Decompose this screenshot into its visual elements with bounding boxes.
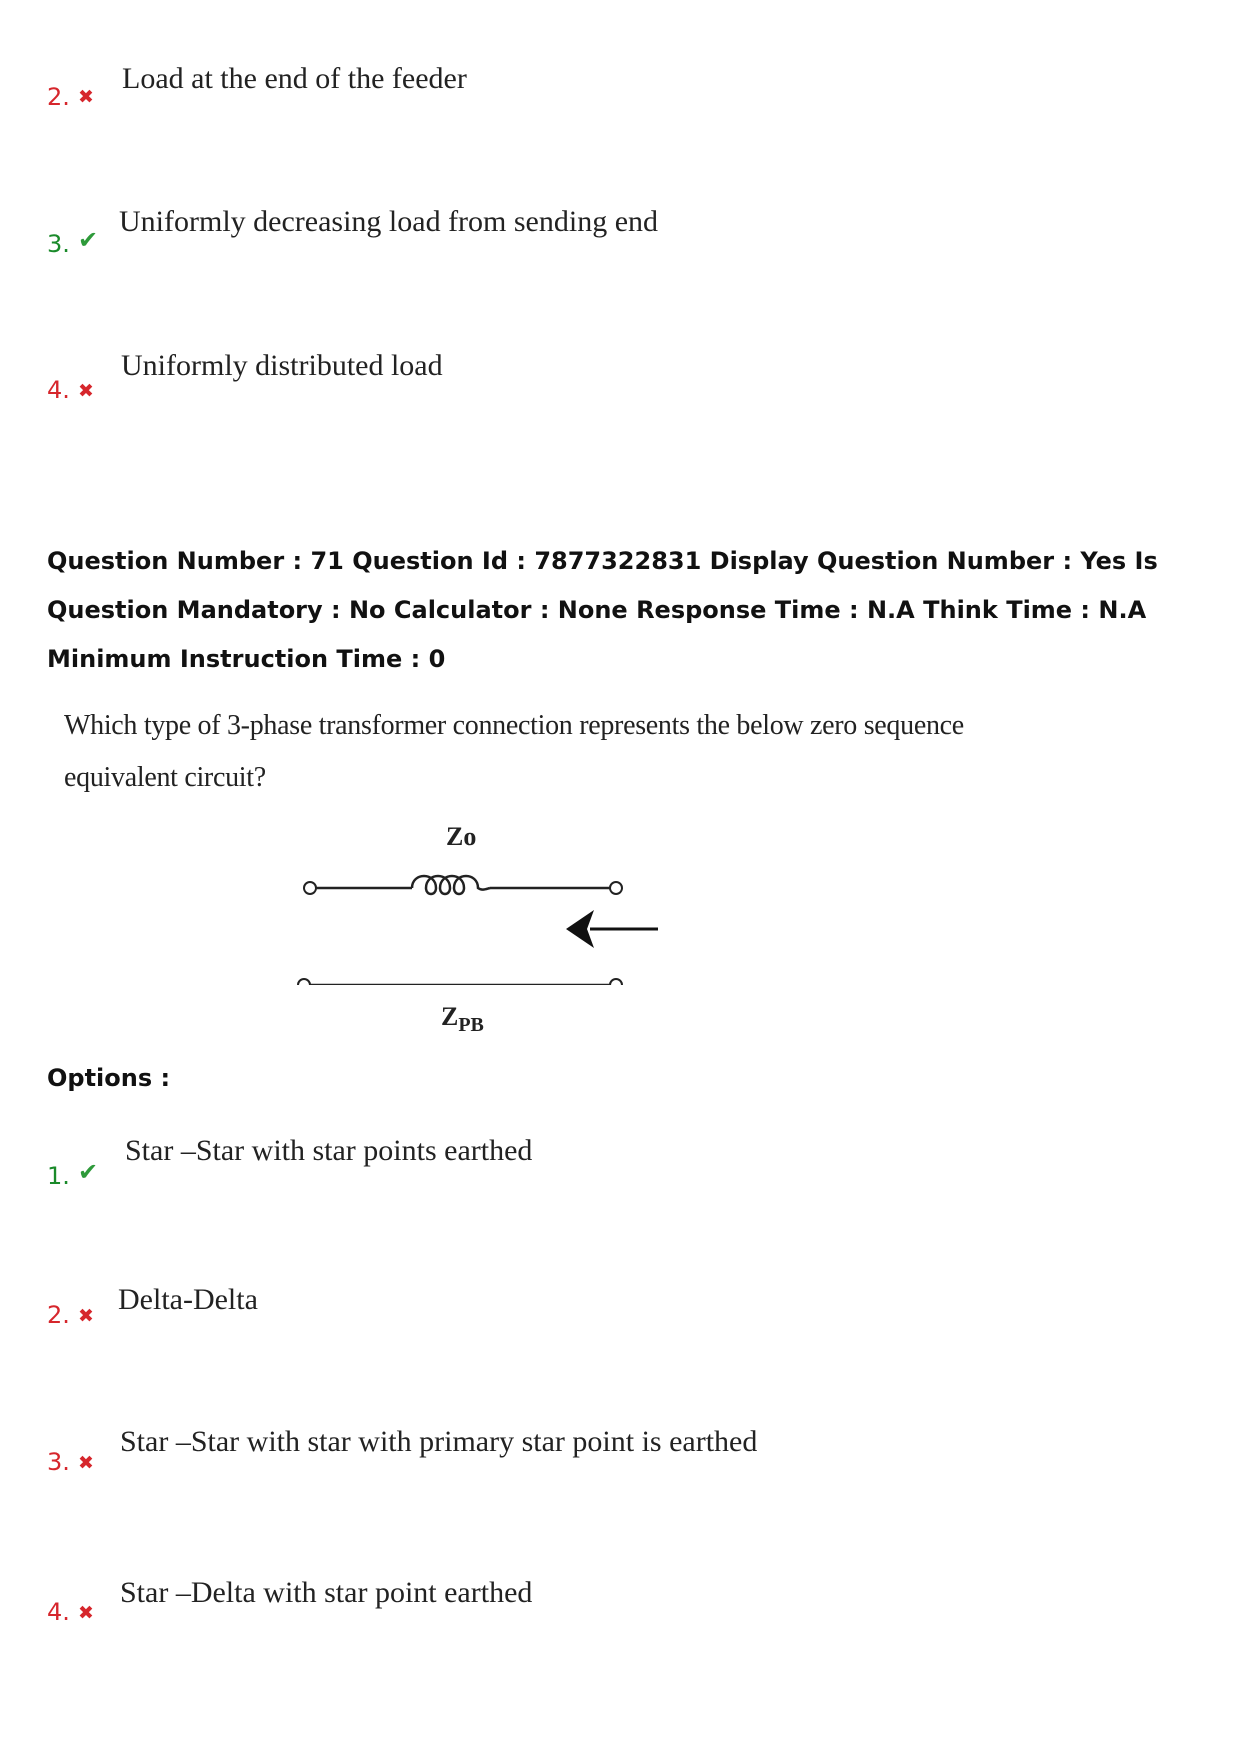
option-text: Delta-Delta — [118, 1283, 258, 1316]
bottom-label-sub: PB — [458, 1014, 484, 1037]
terminal-bottom-left — [298, 979, 310, 985]
cross-icon: ✖ — [78, 1452, 94, 1474]
inductor-coil — [412, 876, 490, 894]
question-text: Which type of 3-phase transformer connection represents the below zero sequence equivalent circuit? — [64, 710, 964, 793]
option-number: 3. — [47, 230, 70, 258]
option-text: Star –Delta with star point earthed — [120, 1576, 533, 1609]
option-text: Uniformly decreasing load from sending end — [119, 205, 659, 238]
bottom-label-main: Z — [441, 1002, 459, 1031]
question-meta: Question Number : 71 Question Id : 7877322831 Display Question Number : Yes Is Question Mandatory : No Calculator : None Response Time : N.A Think Time : N.A Minimum Instruction Time : 0 — [47, 547, 1158, 673]
diagram-top-label: Zo — [446, 822, 477, 851]
option-text: Star –Star with star points earthed — [125, 1134, 533, 1167]
diagram-bottom-label — [441, 1002, 484, 1037]
option-text: Uniformly distributed load — [121, 349, 443, 382]
option-number: 4. — [47, 376, 70, 404]
option-number: 1. — [47, 1162, 70, 1190]
terminal-top-right — [610, 882, 622, 894]
cross-icon: ✖ — [78, 1305, 94, 1327]
cross-icon: ✖ — [78, 86, 94, 108]
option-text: Star –Star with star with primary star point is earthed — [120, 1425, 758, 1458]
cross-icon: ✖ — [78, 1602, 94, 1624]
option-text: Load at the end of the feeder — [122, 62, 467, 95]
zero-sequence-circuit-diagram — [290, 815, 670, 985]
terminal-top-left — [304, 882, 316, 894]
cross-icon: ✖ — [78, 380, 94, 402]
terminal-bottom-right — [610, 979, 622, 985]
option-number: 4. — [47, 1598, 70, 1626]
check-icon: ✔ — [78, 1158, 99, 1186]
option-number: 2. — [47, 83, 70, 111]
arrow-head-icon — [566, 910, 594, 948]
option-number: 3. — [47, 1448, 70, 1476]
check-icon: ✔ — [78, 226, 99, 254]
option-number: 2. — [47, 1301, 70, 1329]
options-label: Options : — [47, 1064, 171, 1092]
